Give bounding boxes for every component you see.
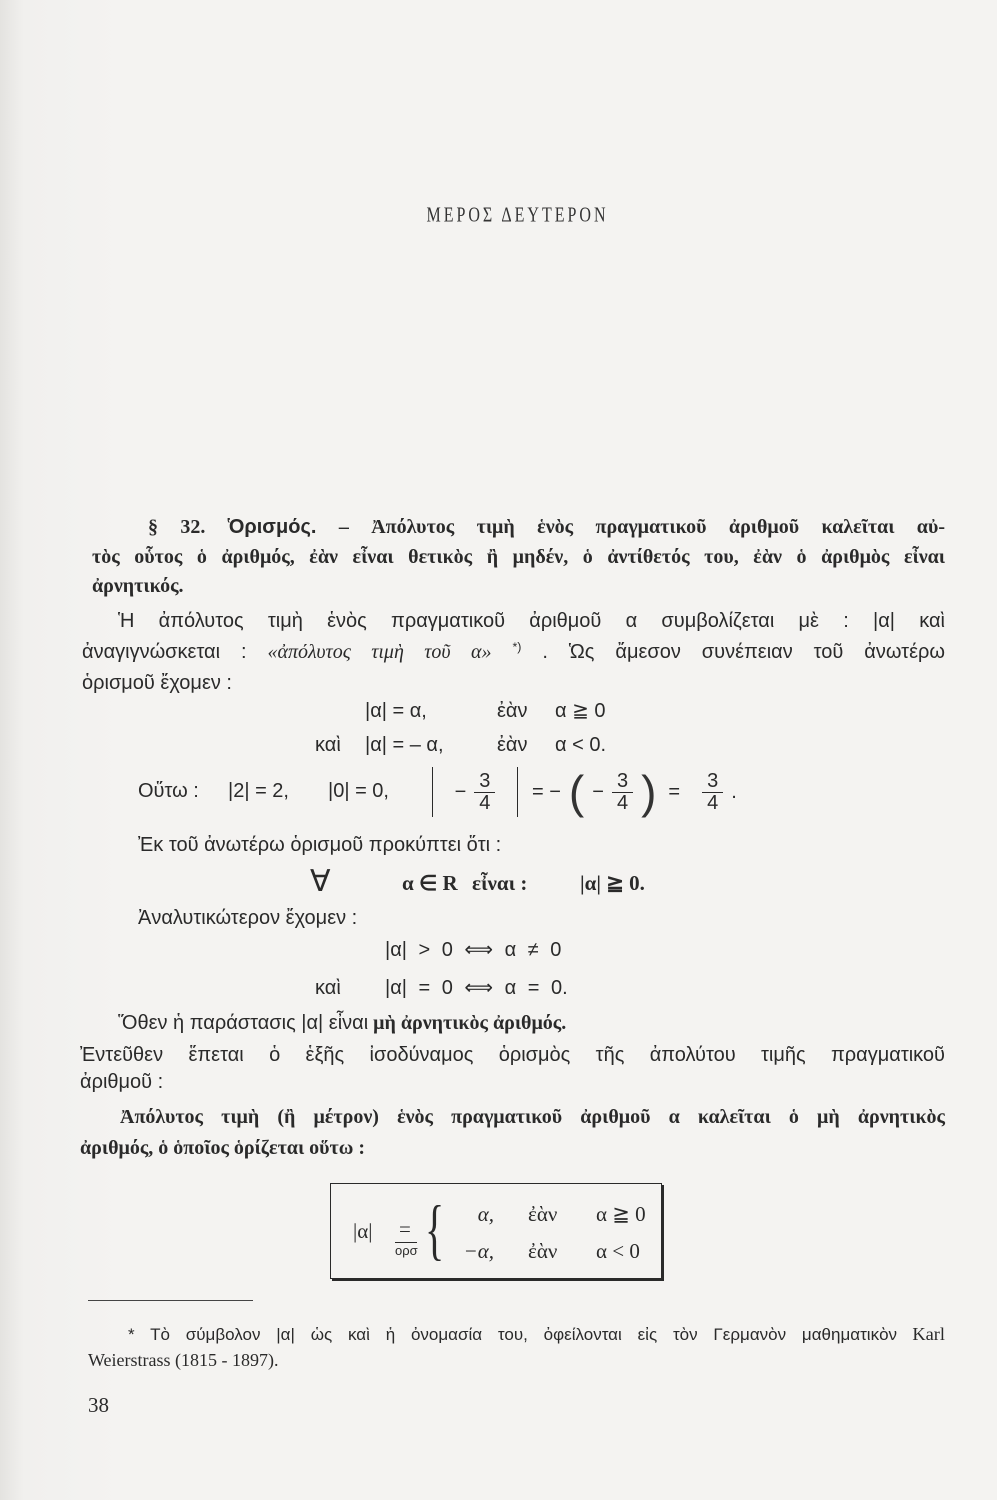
definition-line-2: τὸς οὗτος ὁ ἀριθμός, ἐὰν εἶναι θετικὸς ἢ μηδέν, ὁ ἀντίθετός του, ἐὰν ὁ ἀριθμὸς εἶναι [92,546,945,568]
row-1-if: ἐὰν [528,1202,558,1226]
definition-text-1: – Ἀπόλυτος τιμὴ ἑνὸς πραγματικοῦ ἀριθμοῦ καλεῖται αὐ- [338,516,946,538]
fraction-numerator: 3 [474,771,495,793]
examples-label: Οὕτω : [138,780,199,802]
fraction-numerator: 3 [702,771,723,793]
case-2-value: |α| = – α, [365,734,444,756]
period: . [731,780,737,803]
notation-text: ἀναγιγνώσκεται : [82,641,247,663]
part-title: ΜΕΡΟΣ ΔΕΥΤΕΡΟΝ [426,203,609,227]
fraction-denominator: 4 [707,791,719,814]
row-1-condition: α ≧ 0 [596,1202,646,1226]
equals-sign: = [668,780,681,803]
remark-line [118,1008,566,1038]
paren-open: ( [568,766,585,818]
row-2-value: −α, [463,1239,494,1263]
case-2-and: καὶ [315,734,341,756]
footnote-text: * Τὸ σύμβολον |α| ὡς καὶ ἡ ὀνομασία του, ὀφείλονται εἰς τὸν Γερμανὸν μαθηματικὸν [128,1325,898,1344]
equivalent-bold-line-2: ἀριθμός, ὁ ὁποῖος ὁρίζεται οὕτω : [80,1137,366,1159]
notation-line-3: ὁρισμοῦ ἔχομεν : [82,672,232,694]
boxed-equals: = [399,1217,411,1241]
row-1-value: α, [477,1202,494,1226]
fraction-numerator: 3 [612,771,633,793]
absolute-value-bars [432,767,518,817]
consequence-domain: α ∈ R [402,871,458,895]
remark-emphasis: μὴ ἀρνητικὸς ἀριθμός. [373,1012,567,1034]
footnote-rule [88,1300,253,1301]
consequence-intro: Ἐκ τοῦ ἀνωτέρω ὁρισμοῦ προκύπτει ὅτι : [138,834,502,856]
minus-sign: − [454,780,467,803]
example-1: |2| = 2, [228,780,289,802]
fraction-denominator: 4 [616,791,629,814]
boxed-definition [330,1183,662,1279]
definition-line-1 [148,512,945,542]
case-1-if: ἐὰν [497,700,528,722]
example-3-fraction [432,764,737,820]
footnote-name: Karl [912,1324,946,1344]
notation-line-1: Ἡ ἀπόλυτος τιμὴ ἑνὸς πραγματικοῦ ἀριθμοῦ α συμβολίζεται μὲ : |α| καὶ [118,610,945,632]
chapter-label [0,359,997,383]
boxed-equals-subscript: ορσ [395,1243,418,1258]
footnote-reference: *) [512,640,522,655]
remark-text: Ὅθεν ἡ παράστασις |α| εἶναι [118,1012,369,1034]
case-1-value: |α| = α, [365,700,427,722]
notation-line-2 [82,637,945,667]
fraction [474,771,495,814]
brace: { [425,1190,445,1268]
boxed-lhs: |α| [353,1219,373,1243]
consequence-is: εἶναι : [472,871,528,895]
footnote-line-2: Weierstrass (1815 - 1897). [88,1350,279,1370]
row-2-condition: α < 0 [596,1239,640,1263]
analysis-and: καὶ [315,977,341,999]
footnote-line-1 [128,1321,945,1348]
case-2-if: ἐὰν [497,734,528,756]
equals-minus: = − [532,780,561,803]
row-2-if: ἐὰν [528,1239,558,1263]
definition-line-3: ἀρνητικός. [92,575,184,597]
case-2-condition: α < 0. [555,734,607,756]
minus-sign: − [592,780,604,803]
section-mark: § 32. [148,516,206,538]
equivalent-line-1: Ἐντεῦθεν ἕπεται ὁ ἑξῆς ἰσοδύναμος ὁρισμὸς τῆς ἀπολύτου τιμῆς πραγματικοῦ [80,1044,945,1066]
case-1-condition: α ≧ 0 [555,700,606,722]
analysis-intro: Ἀναλυτικώτερον ἔχομεν : [138,907,358,929]
section-title [24,466,997,496]
equivalent-line-2: ἀριθμοῦ : [80,1071,164,1093]
consequence-result: |α| ≧ 0. [580,871,645,895]
example-2: |0| = 0, [328,780,389,802]
page-number: 38 [88,1393,109,1417]
chapter-title [34,410,997,440]
fraction [702,771,723,814]
definition-term: Ὁρισμός. [227,516,317,538]
forall-symbol: ∀ [310,865,331,898]
notation-quote: «ἀπόλυτος τιμὴ τοῦ α» [267,641,492,663]
analysis-equivalence-2: |α| = 0 ⟺ α = 0. [385,977,568,999]
part-subtitle [50,271,997,305]
fraction-denominator: 4 [479,791,491,814]
notation-text-end: . Ὡς ἄμεσον συνέπειαν τοῦ ἀνωτέρω [542,641,945,663]
fraction [612,771,633,814]
equivalent-bold-line-1: Ἀπόλυτος τιμὴ (ἢ μέτρον) ἑνὸς πραγματικοῦ ἀριθμοῦ α καλεῖται ὁ μὴ ἀρνητικὸς [120,1106,945,1128]
paren-close: ) [641,766,657,818]
analysis-equivalence-1: |α| > 0 ⟺ α ≠ 0 [385,939,562,961]
